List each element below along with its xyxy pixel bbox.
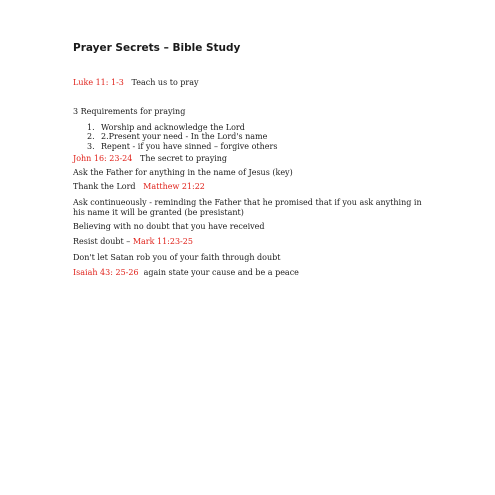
matthew-reference: Matthew 21:22 <box>143 182 205 191</box>
list-number: 3. <box>87 141 95 151</box>
mark-reference: Mark 11:23-25 <box>132 237 193 246</box>
list-item <box>87 142 277 151</box>
list-item <box>87 132 277 141</box>
list-number: 1. <box>87 123 95 132</box>
document-title: Prayer Secrets – Bible Study <box>73 42 241 54</box>
isaiah-line <box>73 268 299 278</box>
isaiah-text: again state your cause and be a peace <box>143 268 299 277</box>
john-line <box>73 154 227 164</box>
requirements-list <box>87 123 277 151</box>
luke-text: Teach us to pray <box>131 78 199 87</box>
list-text: Worship and acknowledge the Lord <box>101 123 245 132</box>
list-number: 2. <box>87 132 95 142</box>
john-text: The secret to praying <box>140 154 228 163</box>
resist-doubt-text: Resist doubt – <box>73 237 131 246</box>
satan-doubt-line: Don't let Satan rob you of your faith through doubt <box>73 253 281 262</box>
believing-line: Believing with no doubt that you have received <box>73 222 265 231</box>
resist-doubt-line <box>73 237 193 247</box>
list-item <box>87 123 277 132</box>
list-text: Repent - if you have sinned – forgive others <box>101 141 278 151</box>
requirements-heading: 3 Requirements for praying <box>73 107 186 116</box>
thank-lord-text: Thank the Lord <box>73 182 136 191</box>
john-reference: John 16: 23-24 <box>73 154 133 163</box>
isaiah-reference: Isaiah 43: 25-26 <box>73 268 139 277</box>
ask-continuously-paragraph: Ask continueously - reminding the Father that he promised that if you ask anything in his name it will be granted (be presistant) <box>73 198 422 217</box>
list-text: 2.Present your need - In the Lord's name <box>101 132 268 142</box>
luke-line <box>73 78 199 88</box>
thank-lord-line <box>73 182 205 192</box>
ask-father-line: Ask the Father for anything in the name of Jesus (key) <box>73 168 293 177</box>
luke-reference: Luke 11: 1-3 <box>73 78 124 87</box>
